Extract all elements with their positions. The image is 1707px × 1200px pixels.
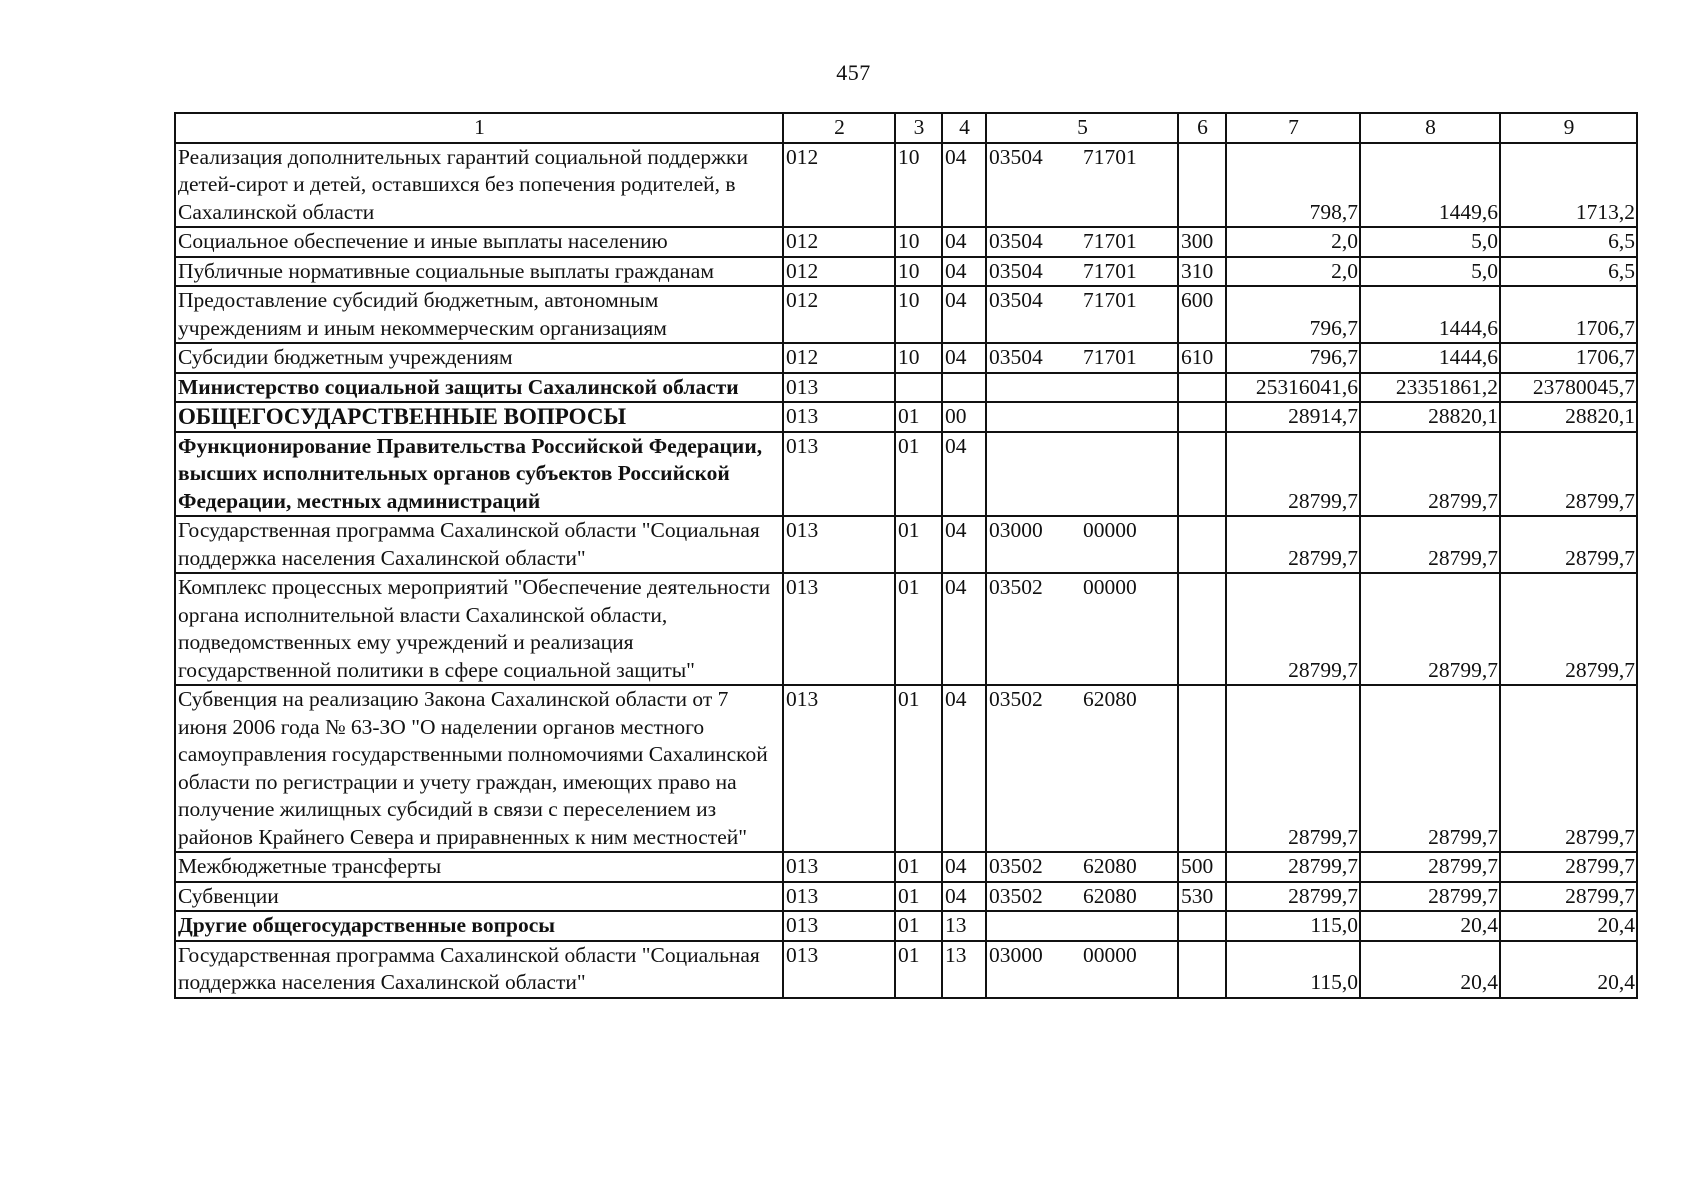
header-cell: 7 [1226, 113, 1360, 143]
amount-cell-col7: 28799,7 [1226, 516, 1360, 573]
amount-cell-col9: 28799,7 [1500, 685, 1637, 852]
subsection-code-cell: 04 [942, 432, 986, 517]
target-article-direction: 71701 [1083, 288, 1137, 312]
target-article-program: 03502 [989, 575, 1043, 599]
target-article-direction: 00000 [1083, 942, 1137, 967]
amount-cell-col7: 25316041,6 [1226, 373, 1360, 403]
budget-table [174, 112, 1638, 999]
target-article-program: 03000 [989, 942, 1043, 967]
header-cell: 1 [175, 113, 783, 143]
expense-type-cell: 310 [1178, 257, 1226, 287]
amount-cell-col7: 115,0 [1226, 911, 1360, 941]
amount-cell-col8: 20,4 [1360, 911, 1500, 941]
row-name-cell: Субсидии бюджетным учреждениям [175, 343, 783, 373]
amount-cell-col8: 28799,7 [1360, 685, 1500, 852]
expense-type-cell [1178, 516, 1226, 573]
table-row [175, 143, 1637, 228]
target-article-program: 03502 [989, 854, 1043, 878]
amount-cell-col7: 798,7 [1226, 143, 1360, 228]
header-cell: 8 [1360, 113, 1500, 143]
target-article-cell [986, 286, 1178, 343]
header-cell: 6 [1178, 113, 1226, 143]
section-code-cell: 01 [895, 685, 942, 852]
table-body [175, 113, 1637, 998]
amount-cell-col9: 20,4 [1500, 911, 1637, 941]
amount-cell-col8: 28799,7 [1360, 432, 1500, 517]
amount-cell-col9: 1706,7 [1500, 286, 1637, 343]
section-code-cell: 10 [895, 227, 942, 257]
row-name-cell: ОБЩЕГОСУДАРСТВЕННЫЕ ВОПРОСЫ [175, 402, 783, 432]
subsection-code-cell: 00 [942, 402, 986, 432]
section-code-cell: 10 [895, 257, 942, 287]
amount-cell-col7: 28914,7 [1226, 402, 1360, 432]
ministry-code-cell: 013 [783, 852, 895, 882]
ministry-code-cell: 013 [783, 911, 895, 941]
subsection-code-cell: 04 [942, 286, 986, 343]
amount-cell-col9: 1713,2 [1500, 143, 1637, 228]
target-article-direction: 00000 [1083, 518, 1137, 542]
ministry-code-cell: 012 [783, 286, 895, 343]
amount-cell-col9: 28799,7 [1500, 432, 1637, 517]
subsection-code-cell: 04 [942, 685, 986, 852]
section-code-cell: 01 [895, 882, 942, 912]
target-article-program: 03504 [989, 288, 1043, 312]
amount-cell-col8: 1444,6 [1360, 286, 1500, 343]
subsection-code-cell: 13 [942, 911, 986, 941]
ministry-code-cell: 013 [783, 516, 895, 573]
section-code-cell: 01 [895, 573, 942, 685]
section-code-cell: 01 [895, 402, 942, 432]
table-row [175, 852, 1637, 882]
target-article-direction: 62080 [1083, 883, 1137, 908]
table-row [175, 573, 1637, 685]
header-cell: 5 [986, 113, 1178, 143]
row-name-cell: Социальное обеспечение и иные выплаты населению [175, 227, 783, 257]
expense-type-cell [1178, 143, 1226, 228]
table-row [175, 373, 1637, 403]
expense-type-cell [1178, 432, 1226, 517]
amount-cell-col9: 6,5 [1500, 257, 1637, 287]
amount-cell-col9: 28799,7 [1500, 516, 1637, 573]
row-name-cell: Реализация дополнительных гарантий социальной поддержки детей-сирот и детей, оставшихся без попечения родителей, в Сахалинской области [175, 143, 783, 228]
target-article-cell [986, 685, 1178, 852]
table-row [175, 941, 1637, 998]
amount-cell-col7: 28799,7 [1226, 882, 1360, 912]
target-article-direction: 71701 [1083, 258, 1137, 283]
amount-cell-col9: 28799,7 [1500, 852, 1637, 882]
target-article-direction: 71701 [1083, 345, 1137, 369]
subsection-code-cell: 04 [942, 852, 986, 882]
amount-cell-col7: 115,0 [1226, 941, 1360, 998]
page-number: 457 [836, 60, 871, 85]
target-article-cell [986, 911, 1178, 941]
table-row [175, 257, 1637, 287]
row-name-cell: Межбюджетные трансферты [175, 852, 783, 882]
table-row [175, 516, 1637, 573]
target-article-cell [986, 402, 1178, 432]
table-row [175, 882, 1637, 912]
subsection-code-cell [942, 373, 986, 403]
table-row [175, 286, 1637, 343]
target-article-cell [986, 573, 1178, 685]
amount-cell-col8: 5,0 [1360, 227, 1500, 257]
expense-type-cell [1178, 941, 1226, 998]
target-article-cell [986, 257, 1178, 287]
amount-cell-col8: 28799,7 [1360, 573, 1500, 685]
subsection-code-cell: 04 [942, 143, 986, 228]
amount-cell-col9: 28820,1 [1500, 402, 1637, 432]
expense-type-cell: 300 [1178, 227, 1226, 257]
ministry-code-cell: 012 [783, 257, 895, 287]
ministry-code-cell: 013 [783, 373, 895, 403]
target-article-program: 03504 [989, 258, 1043, 283]
expense-type-cell: 530 [1178, 882, 1226, 912]
amount-cell-col7: 796,7 [1226, 286, 1360, 343]
section-code-cell: 10 [895, 143, 942, 228]
section-code-cell: 01 [895, 852, 942, 882]
amount-cell-col9: 20,4 [1500, 941, 1637, 998]
header-row [175, 113, 1637, 143]
target-article-program: 03502 [989, 687, 1043, 711]
subsection-code-cell: 13 [942, 941, 986, 998]
expense-type-cell [1178, 373, 1226, 403]
amount-cell-col9: 23780045,7 [1500, 373, 1637, 403]
row-name-cell: Государственная программа Сахалинской области "Социальная поддержка населения Сахалинской области" [175, 516, 783, 573]
expense-type-cell [1178, 911, 1226, 941]
amount-cell-col8: 1449,6 [1360, 143, 1500, 228]
expense-type-cell: 500 [1178, 852, 1226, 882]
row-name-cell: Комплекс процессных мероприятий "Обеспечение деятельности органа исполнительной власти Сахалинской области, подведомственных ему учреждений и реализация государственной политики в сфере социальной защиты" [175, 573, 783, 685]
subsection-code-cell: 04 [942, 882, 986, 912]
amount-cell-col7: 2,0 [1226, 257, 1360, 287]
table-row [175, 402, 1637, 432]
subsection-code-cell: 04 [942, 516, 986, 573]
amount-cell-col7: 28799,7 [1226, 852, 1360, 882]
ministry-code-cell: 013 [783, 941, 895, 998]
row-name-cell: Функционирование Правительства Российской Федерации, высших исполнительных органов субъектов Российской Федерации, местных администраций [175, 432, 783, 517]
expense-type-cell [1178, 402, 1226, 432]
target-article-cell [986, 852, 1178, 882]
target-article-program: 03504 [989, 229, 1043, 253]
row-name-cell: Публичные нормативные социальные выплаты гражданам [175, 257, 783, 287]
amount-cell-col8: 23351861,2 [1360, 373, 1500, 403]
section-code-cell: 01 [895, 432, 942, 517]
ministry-code-cell: 013 [783, 685, 895, 852]
expense-type-cell [1178, 685, 1226, 852]
amount-cell-col8: 28799,7 [1360, 852, 1500, 882]
target-article-direction: 62080 [1083, 854, 1137, 878]
target-article-cell [986, 373, 1178, 403]
header-cell: 2 [783, 113, 895, 143]
expense-type-cell [1178, 573, 1226, 685]
amount-cell-col8: 28799,7 [1360, 516, 1500, 573]
target-article-direction: 71701 [1083, 229, 1137, 253]
table-row [175, 911, 1637, 941]
row-name-cell: Государственная программа Сахалинской области "Социальная поддержка населения Сахалинской области" [175, 941, 783, 998]
target-article-program: 03504 [989, 144, 1043, 169]
header-cell: 9 [1500, 113, 1637, 143]
ministry-code-cell: 012 [783, 343, 895, 373]
subsection-code-cell: 04 [942, 227, 986, 257]
expense-type-cell: 610 [1178, 343, 1226, 373]
amount-cell-col8: 28799,7 [1360, 882, 1500, 912]
target-article-cell [986, 516, 1178, 573]
amount-cell-col9: 28799,7 [1500, 882, 1637, 912]
row-name-cell: Министерство социальной защиты Сахалинской области [175, 373, 783, 403]
row-name-cell: Субвенция на реализацию Закона Сахалинской области от 7 июня 2006 года № 63-ЗО "О наделении органов местного самоуправления государственными полномочиями Сахалинской области по регистрации и учету граждан, имеющих право на получение жилищных субсидий в связи с переселением из районов Крайнего Севера и приравненных к ним местностей" [175, 685, 783, 852]
subsection-code-cell: 04 [942, 573, 986, 685]
row-name-cell: Другие общегосударственные вопросы [175, 911, 783, 941]
amount-cell-col9: 28799,7 [1500, 573, 1637, 685]
section-code-cell: 01 [895, 911, 942, 941]
row-name-cell: Субвенции [175, 882, 783, 912]
header-cell: 3 [895, 113, 942, 143]
target-article-cell [986, 227, 1178, 257]
section-code-cell: 01 [895, 941, 942, 998]
amount-cell-col8: 1444,6 [1360, 343, 1500, 373]
target-article-cell [986, 432, 1178, 517]
target-article-cell [986, 941, 1178, 998]
amount-cell-col7: 2,0 [1226, 227, 1360, 257]
amount-cell-col7: 796,7 [1226, 343, 1360, 373]
expense-type-cell: 600 [1178, 286, 1226, 343]
target-article-cell [986, 143, 1178, 228]
amount-cell-col8: 20,4 [1360, 941, 1500, 998]
target-article-cell [986, 343, 1178, 373]
section-code-cell: 10 [895, 343, 942, 373]
amount-cell-col7: 28799,7 [1226, 432, 1360, 517]
amount-cell-col7: 28799,7 [1226, 573, 1360, 685]
table-row [175, 685, 1637, 852]
target-article-direction: 00000 [1083, 575, 1137, 599]
header-cell: 4 [942, 113, 986, 143]
target-article-direction: 71701 [1083, 144, 1137, 169]
amount-cell-col9: 1706,7 [1500, 343, 1637, 373]
ministry-code-cell: 012 [783, 143, 895, 228]
table-row [175, 343, 1637, 373]
ministry-code-cell: 013 [783, 402, 895, 432]
target-article-program: 03000 [989, 518, 1043, 542]
amount-cell-col8: 5,0 [1360, 257, 1500, 287]
section-code-cell: 10 [895, 286, 942, 343]
table-row [175, 432, 1637, 517]
target-article-direction: 62080 [1083, 687, 1137, 711]
target-article-program: 03502 [989, 883, 1043, 908]
ministry-code-cell: 013 [783, 882, 895, 912]
subsection-code-cell: 04 [942, 257, 986, 287]
ministry-code-cell: 013 [783, 573, 895, 685]
ministry-code-cell: 012 [783, 227, 895, 257]
amount-cell-col9: 6,5 [1500, 227, 1637, 257]
section-code-cell [895, 373, 942, 403]
section-code-cell: 01 [895, 516, 942, 573]
table-row [175, 227, 1637, 257]
row-name-cell: Предоставление субсидий бюджетным, автономным учреждениям и иным некоммерческим организациям [175, 286, 783, 343]
target-article-cell [986, 882, 1178, 912]
ministry-code-cell: 013 [783, 432, 895, 517]
subsection-code-cell: 04 [942, 343, 986, 373]
amount-cell-col7: 28799,7 [1226, 685, 1360, 852]
target-article-program: 03504 [989, 345, 1043, 369]
amount-cell-col8: 28820,1 [1360, 402, 1500, 432]
